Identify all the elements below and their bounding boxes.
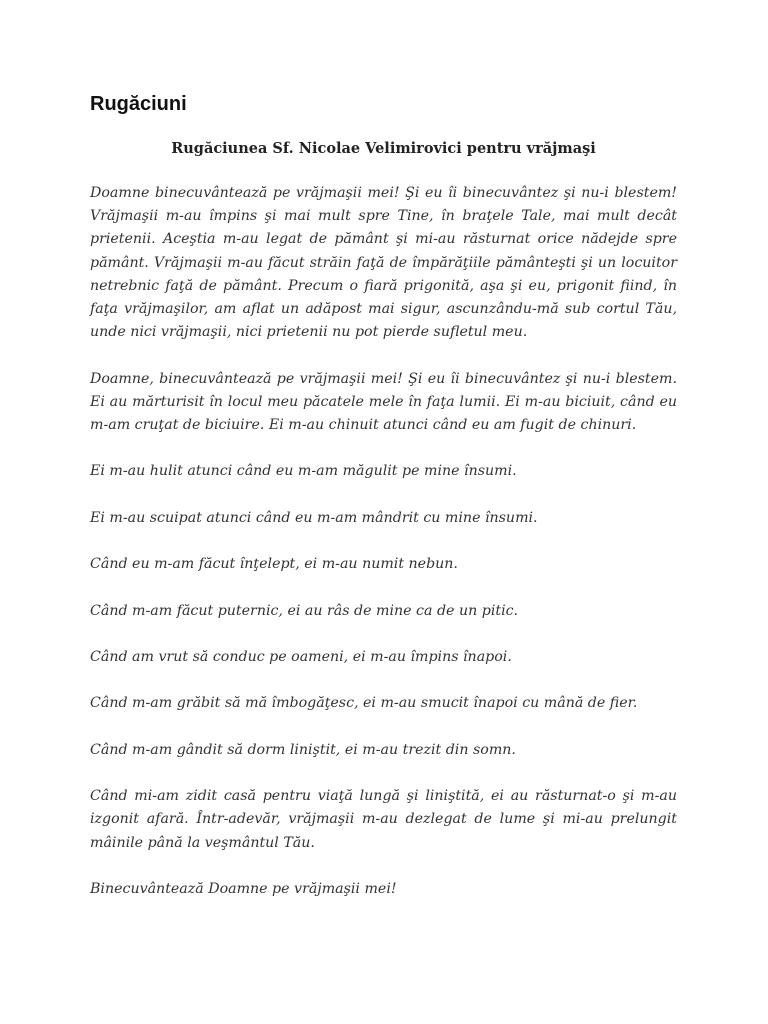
paragraph: Când mi-am zidit casă pentru viaţă lungă şi liniştită, ei au răsturnat-o şi m-au izgonit afară. Într-adevăr, vrăjmaşii m-au dezlegat de lume şi mi-au prelungit mâinile până la veşmântul Tău. bbox=[90, 788, 677, 851]
prayer-title: Rugăciunea Sf. Nicolae Velimirovici pentru vrăjmaşi bbox=[171, 140, 596, 157]
paragraph: Când m-am făcut puternic, ei au râs de mine ca de un pitic. bbox=[90, 602, 519, 619]
paragraph: Când am vrut să conduc pe oameni, ei m-au împins înapoi. bbox=[90, 648, 512, 665]
paragraph: Ei m-au scuipat atunci când eu m-am mândrit cu mine însumi. bbox=[90, 509, 538, 526]
paragraph: Doamne, binecuvântează pe vrăjmaşii mei! Şi eu îi binecuvântez şi nu-i blestem. Ei au mărturisit în locul meu păcatele mele în faţa lumii. Ei m-au biciuit, când eu m-am cruţat de biciuire. Ei m-au chinuit atunci când eu am fugit de chinuri. bbox=[90, 370, 677, 434]
paragraph: Când eu m-am făcut înţelept, ei m-au numit nebun. bbox=[90, 556, 458, 573]
paragraph: Binecuvântează Doamne pe vrăjmaşii mei! bbox=[90, 880, 397, 897]
paragraph: Doamne binecuvântează pe vrăjmaşii mei! Şi eu îi binecuvântez şi nu-i blestem! Vrăjmaşii m-au împins şi mai mult spre Tine, în braţele Tale, mai mult decât prietenii. Aceştia m-au legat de pământ şi mi-au răsturnat orice nădejde spre pământ. Vrăjmaşii m-au făcut străin faţă de împărăţiile pământeşti şi un locuitor netrebnic faţă de pământ. Precum o fiară prigonită, aşa şi eu, prigonit fiind, în faţa vrăjmaşilor, am aflat un adăpost mai sigur, ascunzându-mă sub cortul Tău, unde nici vrăjmaşii, nici prietenii nu pot pierde sufletul meu. bbox=[90, 185, 677, 341]
prayer-body bbox=[90, 182, 677, 924]
paragraph: Când m-am gândit să dorm liniştit, ei m-au trezit din somn. bbox=[90, 741, 516, 758]
paragraph: Când m-am grăbit să mă îmbogăţesc, ei m-au smucit înapoi cu mână de fier. bbox=[90, 695, 638, 712]
document-heading: Rugăciuni bbox=[90, 93, 187, 115]
paragraph: Ei m-au hulit atunci când eu m-am măgulit pe mine însumi. bbox=[90, 463, 517, 480]
